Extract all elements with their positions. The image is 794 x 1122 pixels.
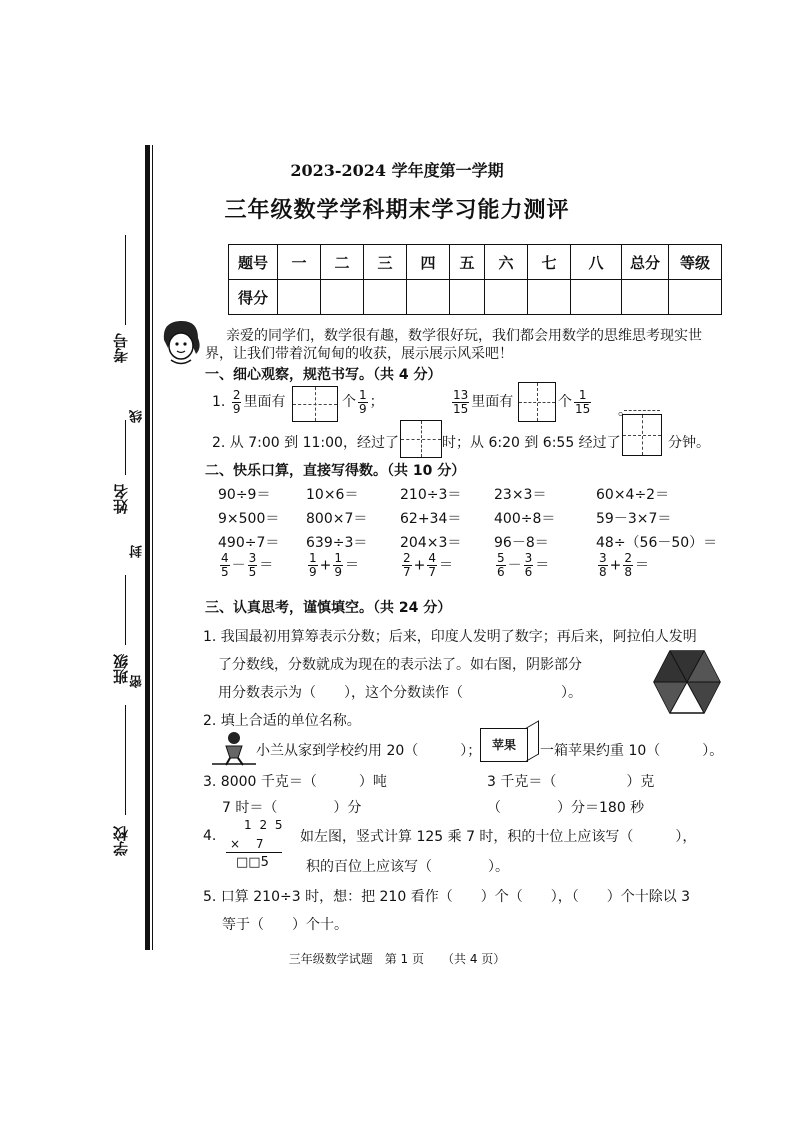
fraction-numerator: 4 [428,551,437,565]
score-header-cell: 总分 [622,245,669,280]
answer-grid-box-4[interactable] [622,414,662,456]
q1-end-mark: 。 [618,403,632,419]
score-table-score-row [229,280,722,315]
vertical-calc-multiplier: × 7 [230,837,264,851]
s3-q2-part-b: 一箱苹果约重 10（ ）。 [540,743,724,759]
score-header-cell: 二 [321,245,364,280]
binding-line-thin [152,145,153,950]
s3-q1-line-3: 用分数表示为（ ），这个分数读作（ ）。 [218,685,582,701]
score-header-cell: 四 [407,245,450,280]
cut-line-char: 线 [130,410,145,423]
operator: + [609,557,622,574]
section1-title: 一、细心观察，规范书写。（共 4 分） [205,367,442,383]
answer-grid-box-1[interactable] [292,386,338,422]
fraction-denominator: 7 [428,565,437,579]
school-blank[interactable] [125,705,126,815]
frac-calc-item [306,552,359,579]
fraction-denominator: 7 [403,565,411,579]
fraction-numerator: 2 [232,387,241,402]
s1-q1-mid [342,388,384,416]
equals-sign: ＝ [535,557,550,574]
fraction [333,552,343,579]
s3-q3-line-2a: 7 时＝（ ）分 [222,800,362,816]
fraction-denominator: 6 [524,565,533,579]
apple-box-image [480,728,528,762]
apple-box-side [526,720,539,762]
page-title: 三年级数学学科期末学习能力测评 [224,198,570,223]
apple-box-label: 苹果 [491,738,516,752]
exam-no-label: 考号 [112,333,130,363]
calc-item: 9×500＝ [218,511,280,527]
s3-q4-line-1: 如左图，竖式计算 125 乘 7 时，积的十位上应该写（ ）， [300,829,697,845]
calc-item: 400÷8＝ [494,511,556,527]
fraction-numerator: 1 [574,389,591,403]
page-footer: 三年级数学试题 第 1 页 （共 4 页） [288,952,506,966]
fraction [308,552,318,579]
intro-line-2: 界，让我们带着沉甸甸的收获，展示展示风采吧！ [205,346,513,362]
q1-ge-1: 个 [342,394,356,410]
score-header-cell: 五 [450,245,485,280]
s1-q2-part-b: 时；从 6:20 到 6:55 经过了 [442,435,621,451]
score-cell[interactable] [407,280,450,315]
vertical-calc-result: □□5 [236,855,269,870]
score-table-header-row [229,245,722,280]
calc-item: 204×3＝ [400,535,462,551]
fraction-denominator: 9 [334,565,343,579]
equals-sign: ＝ [439,557,454,574]
calc-item: 59－3×7＝ [596,511,672,527]
equals-sign: ＝ [635,557,650,574]
fraction-numerator: 3 [248,551,257,565]
fraction [402,552,412,579]
class-label: 班级 [112,654,130,684]
frac-calc-item [400,552,453,579]
calc-item: 23×3＝ [494,487,547,503]
vertical-calc-top: 1 2 5 [244,818,285,832]
s3-q3-line-1a: 3. 8000 千克＝（ ）吨 [203,774,387,790]
fraction [524,552,534,579]
s3-q2-title: 2. 填上合适的单位名称。 [203,713,361,729]
fraction-numerator: 1 [359,387,367,402]
s3-q5-line-2: 等于（ ）个十。 [222,917,348,933]
fraction-denominator: 15 [453,401,469,416]
name-blank[interactable] [125,420,126,475]
fraction-13-15 [452,389,469,416]
s3-q3-line-2b: （ ）分＝180 秒 [487,800,645,816]
s1-q1-left [212,388,285,416]
fraction-numerator: 1 [309,551,317,565]
fraction-numerator: 3 [524,551,533,565]
s3-q2-part-a: 小兰从家到学校约用 20（ ）； [256,743,482,759]
score-row-label: 得分 [229,280,278,315]
fraction-numerator: 4 [221,551,229,565]
calc-item: 210÷3＝ [400,487,462,503]
s1-q1-right [450,388,513,416]
s3-q5-line-1: 5. 口算 210÷3 时，想：把 210 看作（ ）个（ ），（ ）个十除以 3 [203,889,691,905]
equals-sign: ＝ [345,557,360,574]
score-header-cell: 一 [278,245,321,280]
calc-item: 800×7＝ [306,511,368,527]
operator: + [413,557,426,574]
score-cell[interactable] [321,280,364,315]
q1-number: 1. [212,394,226,410]
calc-item: 10×6＝ [306,487,359,503]
frac-calc-item [596,552,649,579]
calc-item: 62+34＝ [400,511,462,527]
score-cell[interactable] [669,280,722,315]
fraction-2-9 [232,389,242,416]
score-cell[interactable] [278,280,321,315]
q1-text-1: 里面有 [243,394,286,410]
section3-title: 三、认真思考，谨慎填空。（共 24 分） [205,600,452,616]
fraction-numerator: 13 [453,387,469,402]
score-cell[interactable] [364,280,407,315]
fraction-denominator: 9 [309,565,317,579]
answer-grid-box-2[interactable] [518,382,556,422]
score-cell[interactable] [485,280,528,315]
cartoon-girl-image [158,318,204,368]
vertical-calc-rule [226,852,282,853]
fraction-denominator: 15 [575,401,591,416]
fraction-numerator: 3 [599,551,607,565]
fraction-denominator: 5 [248,565,257,579]
fraction-denominator: 8 [599,565,607,579]
school-label: 学校 [112,826,130,856]
term-label: 2023-2024 学年度第一学期 [290,161,504,180]
score-header-cell: 三 [364,245,407,280]
fraction [427,552,437,579]
intro-line-1: 亲爱的同学们，数学很有趣，数学很好玩，我们都会用数学的思维思考现实世 [226,328,702,344]
s3-q1-line-2: 了分数线，分数就成为现在的表示法了。如右图，阴影部分 [218,657,582,673]
fraction-numerator: 2 [624,551,633,565]
class-blank[interactable] [125,575,126,645]
frac-calc-item [494,552,549,579]
calc-item: 60×4÷2＝ [596,487,670,503]
fraction-denominator: 6 [497,565,505,579]
name-label: 姓名 [112,484,130,514]
fraction [623,552,633,579]
fraction [248,552,258,579]
frac-calc-item [218,552,273,579]
cut-seal-char: 封 [130,545,145,558]
s3-q4-number: 4. [203,828,217,844]
s3-q4-line-2: 积的百位上应该写（ ）。 [306,859,509,875]
s3-q1-line-1: 1. 我国最初用算筹表示分数；后来，印度人发明了数字；再后来，阿拉伯人发明 [203,629,697,645]
cut-secret-char: 密 [130,675,145,688]
fraction-numerator: 5 [497,551,505,565]
operator: + [319,557,332,574]
score-header-cell: 六 [485,245,528,280]
exam-no-blank[interactable] [125,235,126,325]
q1-ge-2: 个 [558,394,572,410]
s3-q3-line-1b: 3 千克＝（ ）克 [487,774,655,790]
s1-q2-part-c: 分钟。 [668,435,710,451]
score-cell[interactable] [450,280,485,315]
fraction-denominator: 5 [221,565,229,579]
score-header-cell: 等级 [669,245,722,280]
fraction [496,552,506,579]
equals-sign: ＝ [259,557,274,574]
score-table [228,244,722,315]
shaded-hexagon-figure [652,648,722,716]
score-cell[interactable] [622,280,669,315]
s1-q2-part-a: 2. 从 7:00 到 11:00，经过了 [212,435,399,451]
fraction-numerator: 1 [334,551,343,565]
fraction [598,552,608,579]
score-cell[interactable] [571,280,622,315]
q1-text-2: 里面有 [471,394,514,410]
section2-title: 二、快乐口算，直接写得数。（共 10 分） [205,463,466,479]
operator: － [231,557,246,574]
calc-item: 96－8＝ [494,535,549,551]
fraction-denominator: 8 [624,565,633,579]
fraction-1-9 [358,389,368,416]
walking-girl-icon [212,730,256,766]
answer-grid-box-3[interactable] [400,420,442,458]
score-header-cell: 七 [528,245,571,280]
score-header-cell: 题号 [229,245,278,280]
s1-q1-end [558,388,593,416]
fraction-denominator: 9 [359,401,367,416]
fraction [220,552,230,579]
score-header-cell: 八 [571,245,622,280]
operator: － [507,557,522,574]
calc-item: 639÷3＝ [306,535,368,551]
fraction-1-15 [574,389,591,416]
calc-item: 490÷7＝ [218,535,280,551]
fraction-numerator: 2 [403,551,411,565]
q1-sep: ； [369,394,384,410]
calc-item: 48÷（56－50）＝ [596,535,718,551]
score-cell[interactable] [528,280,571,315]
fraction-denominator: 9 [232,401,241,416]
calc-item: 90÷9＝ [218,487,271,503]
